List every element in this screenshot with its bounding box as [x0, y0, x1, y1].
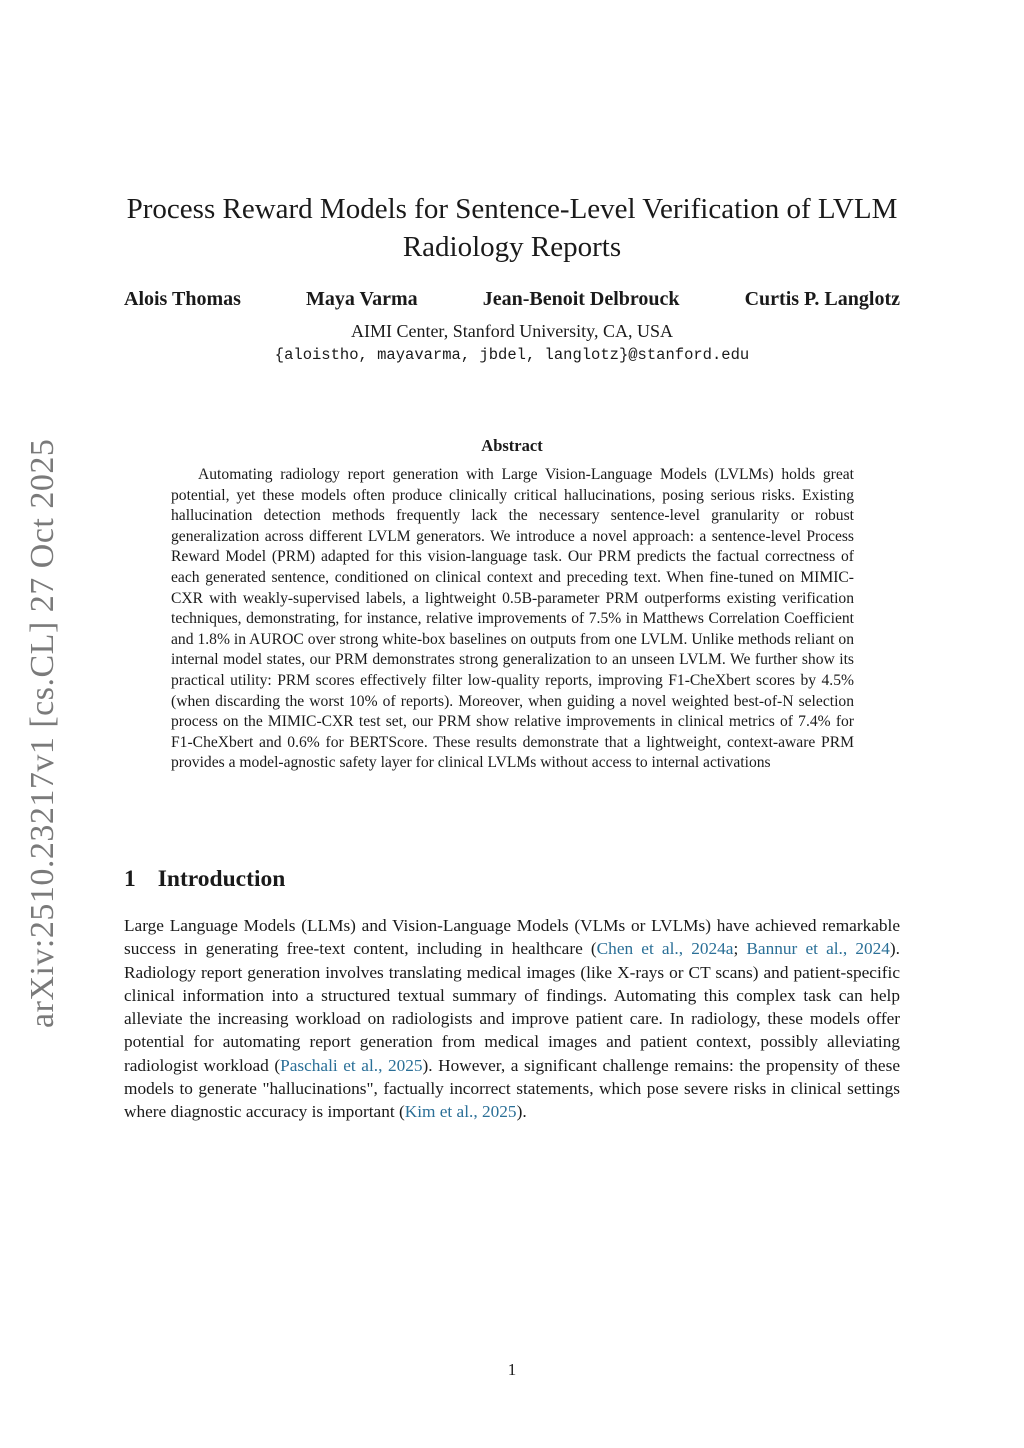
section-title: Introduction [157, 866, 286, 892]
abstract-heading: Abstract [481, 436, 543, 455]
arxiv-side-stamp: arXiv:2510.23217v1 [cs.CL] 27 Oct 2025 [24, 438, 61, 1028]
author-list [124, 288, 900, 311]
intro-text: ). [516, 1102, 527, 1122]
intro-text: ). Radiology report generation involves translating medical images (like X-rays or CT scans) and patient-specific clinical information into a structured textual summary of findings. Automating this complex task can help alleviate the increasing workload on radiologists and improve patient care. In radiology, these models offer potential for automating report generation from medical images and patient context, possibly alleviating radiologist workload ( [124, 939, 900, 1075]
section-number: 1 [124, 866, 136, 892]
introduction-paragraph [124, 914, 900, 1124]
title-line-1: Process Reward Models for Sentence-Level Verification of LVLM [126, 193, 898, 225]
author-emails: {aloistho, mayavarma, jbdel, langlotz}@stanford.edu [274, 346, 750, 364]
affiliation: AIMI Center, Stanford University, CA, USA [350, 321, 674, 341]
author: Alois Thomas [124, 288, 241, 310]
abstract-text: Automating radiology report generation with Large Vision-Language Models (LVLMs) holds great potential, yet these models often produce clinically critical hallucinations, posing serious risks. Existing hallucination detection methods frequently lack the necessary sentence-level granularity or robust generalization across different LVLM generators. We introduce a novel approach: a sentence-level Process Reward Model (PRM) adapted for this vision-language task. Our PRM predicts the factual correctness of each generated sentence, conditioned on clinical context and preceding text. When fine-tuned on MIMIC-CXR with weakly-supervised labels, a lightweight 0.5B-parameter PRM outperforms existing verification techniques, demonstrating, for instance, relative improvements of 7.5% in Matthews Correlation Coefficient and 1.8% in AUROC over strong white-box baselines on outputs from one LVLM. Unlike methods reliant on internal model states, our PRM demonstrates strong generalization to an unseen LVLM. We further show its practical utility: PRM scores effectively filter low-quality reports, improving F1-CheXbert scores by 4.5% (when discarding the worst 10% of reports). Moreover, when guiding a novel weighted best-of-N selection process on the MIMIC-CXR test set, our PRM show relative improvements in clinical metrics of 7.4% for F1-CheXbert and 0.6% for BERTScore. These results demonstrate that a lightweight, context-aware PRM provides a model-agnostic safety layer for clinical LVLMs without access to internal activations [171, 466, 854, 772]
page-number: 1 [507, 1360, 517, 1379]
citation-link[interactable]: Bannur et al., 2024 [746, 939, 890, 959]
author: Curtis P. Langlotz [744, 288, 900, 310]
author: Jean-Benoit Delbrouck [482, 288, 680, 310]
paper-title [110, 190, 914, 266]
section-heading-introduction [124, 866, 285, 893]
title-line-2: Radiology Reports [402, 231, 622, 263]
citation-link[interactable]: Paschali et al., 2025 [280, 1055, 423, 1075]
citation-link[interactable]: Kim et al., 2025 [404, 1102, 517, 1122]
author: Maya Varma [305, 288, 418, 310]
intro-text: ; [733, 939, 747, 959]
intro-text: Large Language Models (LLMs) and Vision-Language Models (VLMs or LVLMs) have achieved remarkable success in generating free-text content, including in healthcare ( [124, 916, 900, 959]
intro-text: ). However, a significant challenge remains: the propensity of these models to generate "hallucinations", factually incorrect statements, which pose severe risks in clinical settings where diagnostic accuracy is important ( [124, 1055, 900, 1122]
citation-link[interactable]: Chen et al., 2024a [596, 939, 734, 959]
